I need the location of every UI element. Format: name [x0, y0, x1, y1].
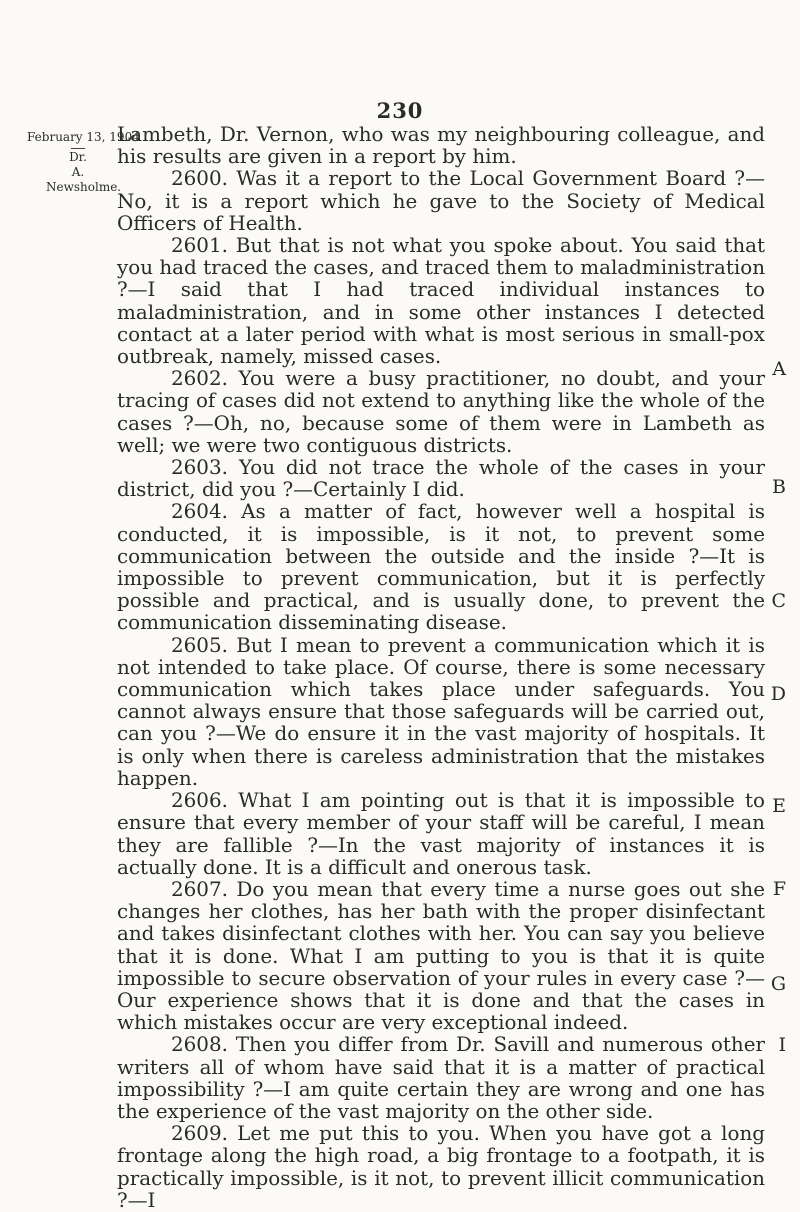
margin-date: February 13, 1904: [27, 130, 140, 144]
paragraph-2601: 2601. But that is not what you spoke about. You said that you had traced the cases, and traced them to maladministration ?—I said that I had traced individual instances to maladministration, and in some other instances I detected contact at a later period with what is most serious in small-pox outbreak, namely, missed cases.: [117, 234, 765, 369]
witness-name: A. Newsholme.: [46, 165, 122, 194]
section-letter-f: F: [772, 878, 786, 900]
page-body: [117, 124, 765, 1212]
paragraph-2602: 2602. You were a busy practitioner, no doubt, and your tracing of cases did not extend to anything like the whole of the cases ?—Oh, no, because some of them were in Lambeth as well; we were two contiguous districts.: [117, 367, 765, 457]
margin-witness: [46, 148, 122, 195]
paragraph-2606: 2606. What I am pointing out is that it is impossible to ensure that every member of your staff will be careful, I mean they are fallible ?—In the vast majority of instances it is actually done. It is a difficult and onerous task.: [117, 789, 765, 879]
section-letters: [766, 0, 786, 1074]
section-letter-i: I: [778, 1034, 786, 1056]
paragraph-2609: 2609. Let me put this to you. When you have got a long frontage along the high road, a big frontage to a footpath, it is practically impossible, is it not, to prevent illicit communication ?—I: [117, 1122, 765, 1212]
paragraph-2600: 2600. Was it a report to the Local Government Board ?—No, it is a report which he gave to the Society of Medical Officers of Health.: [117, 167, 765, 235]
section-letter-c: C: [771, 590, 786, 612]
paragraph-2604: 2604. As a matter of fact, however well a hospital is conducted, it is impossible, is it not, to prevent some communication between the outside and the inside ?—It is impossible to prevent communication, but it is perfectly possible and practical, and is usually done, to prevent the communication disseminating disease.: [117, 500, 765, 635]
paragraph-2608: 2608. Then you differ from Dr. Savill and numerous other writers all of whom have said that it is a matter of practical impossibility ?—I am quite certain they are wrong and one has the experience of the vast majority on the other side.: [117, 1033, 765, 1123]
section-letter-b: B: [772, 476, 786, 498]
margin-rule: [71, 148, 85, 149]
paragraph-continuation: Lambeth, Dr. Vernon, who was my neighbouring colleague, and his results are given in a report by him.: [117, 123, 765, 169]
section-letter-e: E: [772, 795, 786, 817]
paragraph-2605: 2605. But I mean to prevent a communication which it is not intended to take place. Of course, there is some necessary communication which takes place under safeguards. You cannot always ensure that those safeguards will be carried out, can you ?—We do ensure it in the vast majority of hospitals. It is only when there is careless administration that the mistakes happen.: [117, 633, 765, 790]
page-number: 230: [376, 98, 424, 123]
paragraph-2607: 2607. Do you mean that every time a nurse goes out she changes her clothes, has her bath with the proper disinfectant and takes disinfectant clothes with her. You can say you believe that it is done. What I am putting to you is that it is quite impossible to secure observation of your rules in every case ?—Our experience shows that it is done and that the cases in which mistakes occur are very exceptional indeed.: [117, 877, 765, 1035]
section-letter-d: D: [770, 683, 786, 705]
section-letter-g: G: [770, 973, 786, 995]
paragraph-2603: 2603. You did not trace the whole of the cases in your district, did you ?—Certainly I did.: [117, 456, 765, 502]
section-letter-a: A: [772, 358, 786, 380]
witness-title: Dr.: [69, 150, 87, 164]
